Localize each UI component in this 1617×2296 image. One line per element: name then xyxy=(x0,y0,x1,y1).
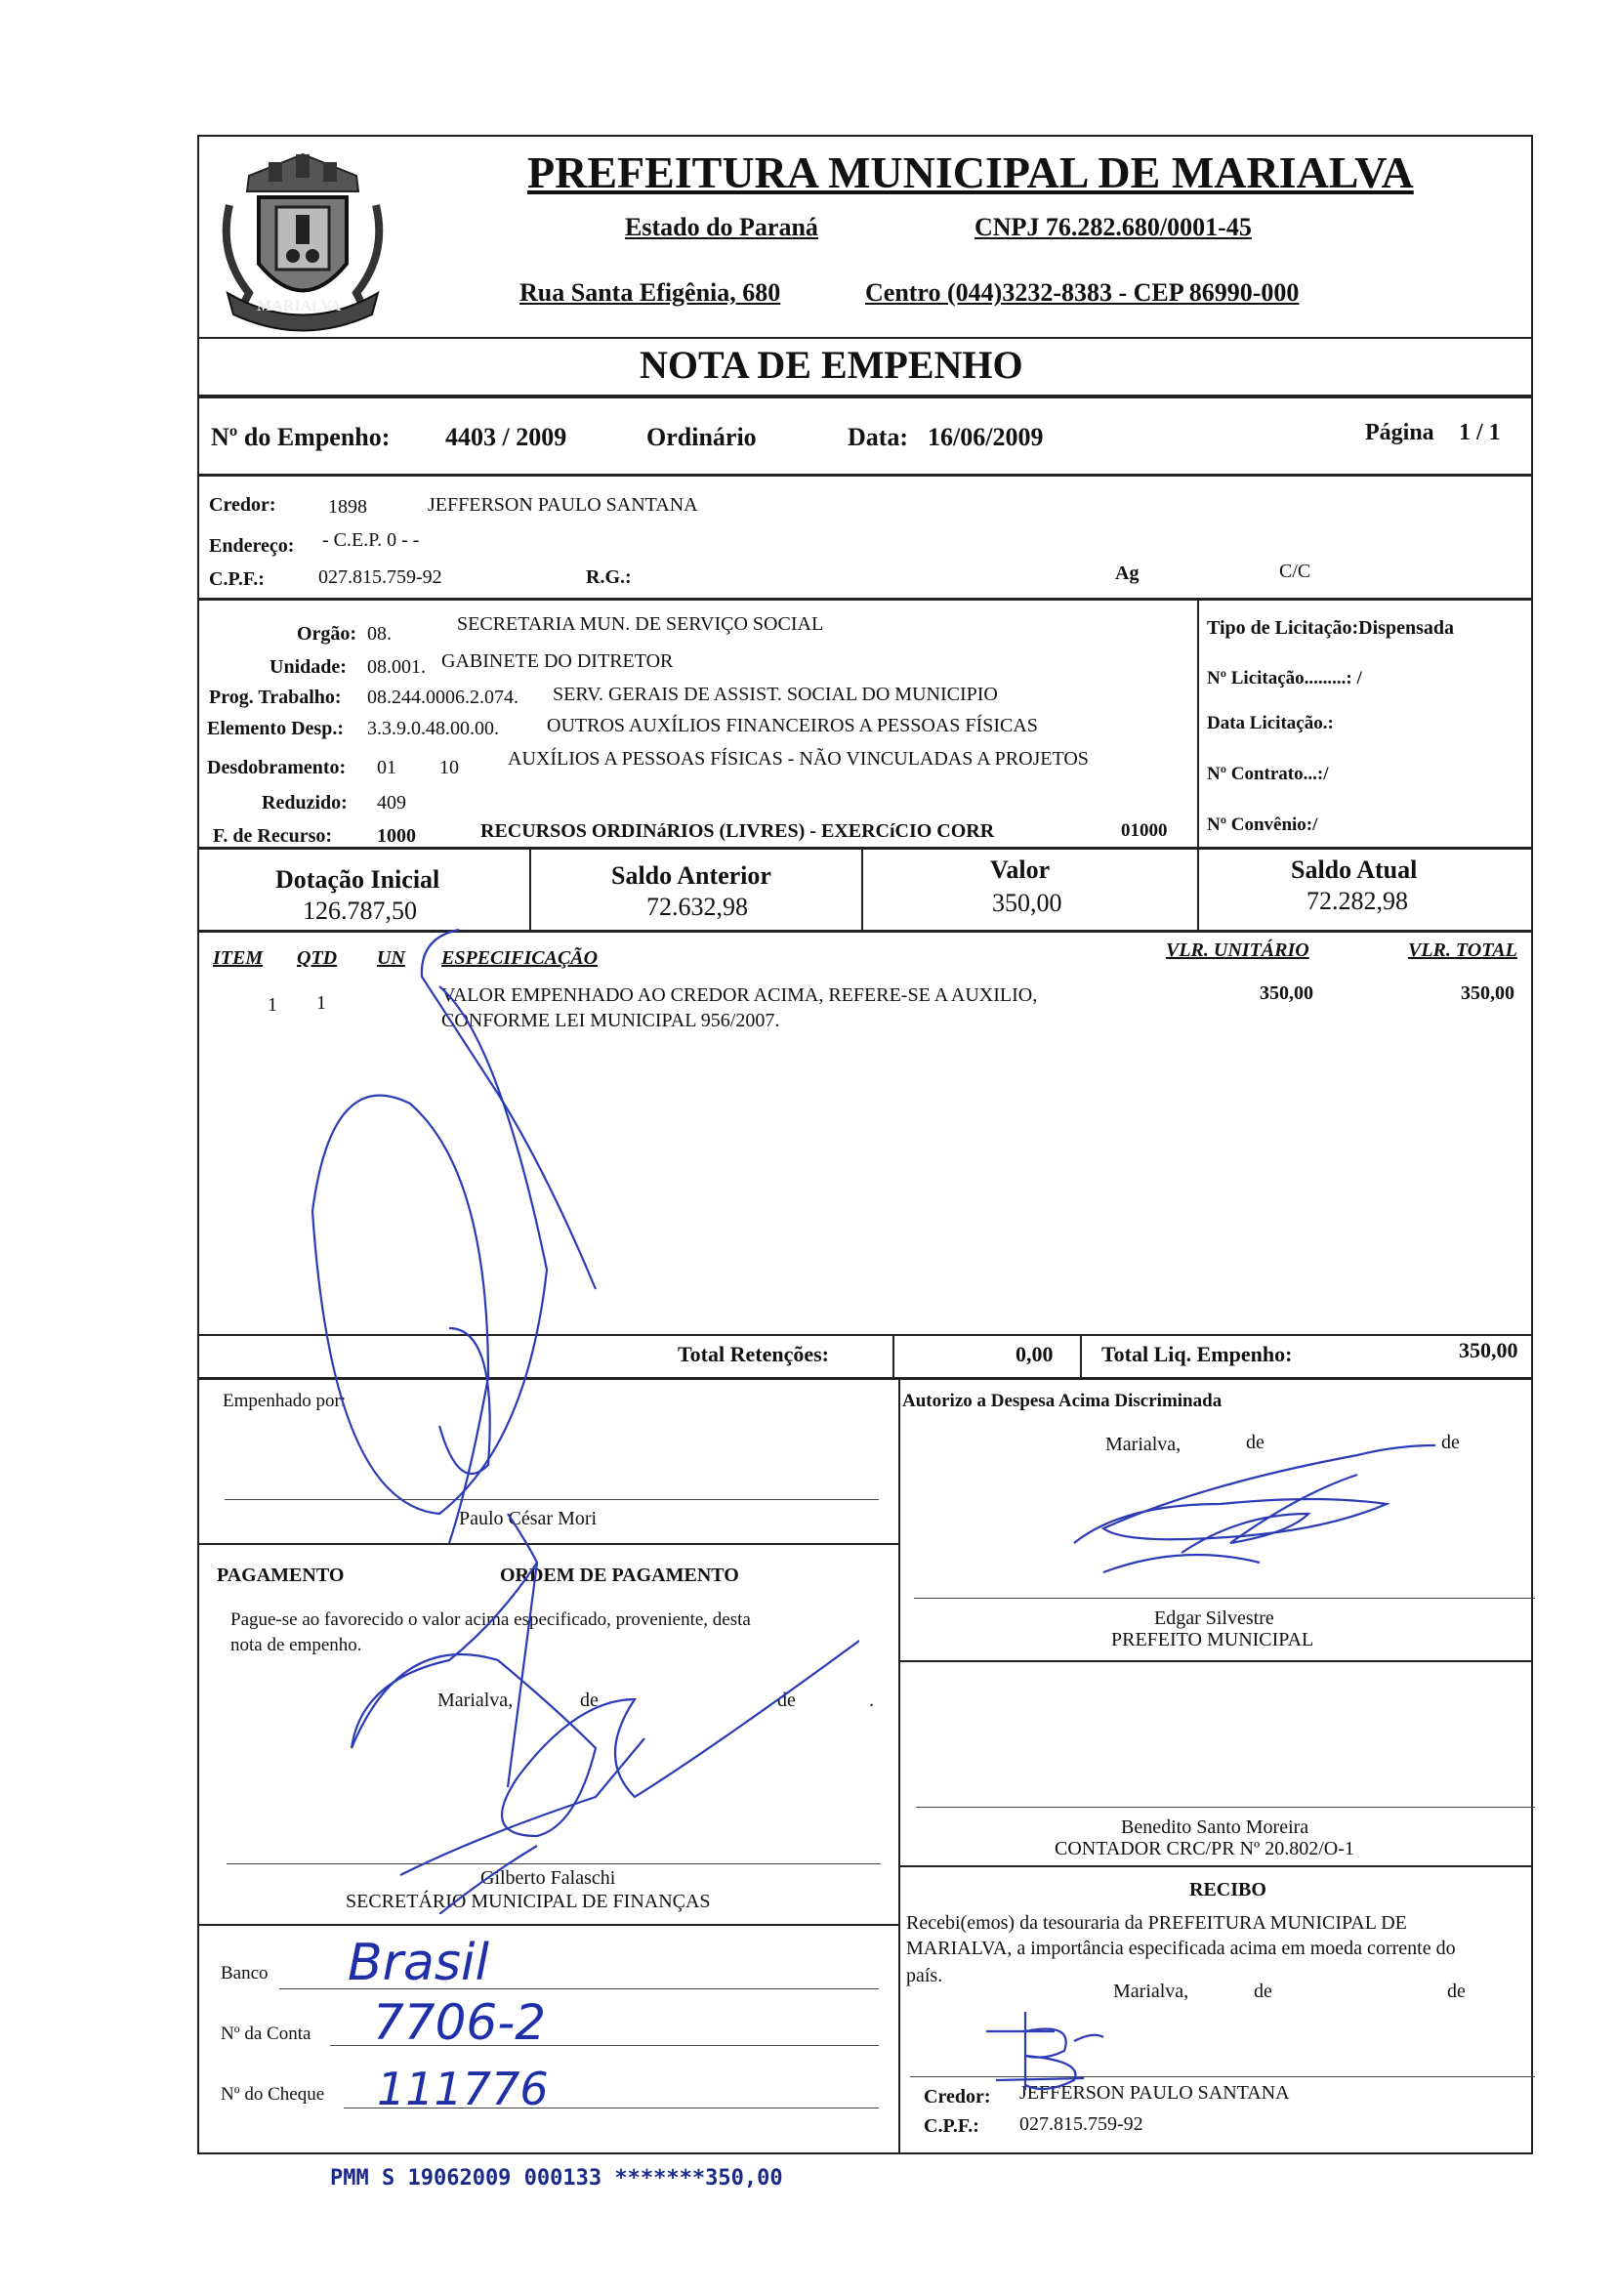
elemento-code: 3.3.9.0.48.00.00. xyxy=(367,718,499,739)
ordem-label: ORDEM DE PAGAMENTO xyxy=(500,1565,739,1586)
prog-label: Prog. Trabalho: xyxy=(209,687,342,708)
credor-label: Credor: xyxy=(209,494,276,516)
cnpj: CNPJ 76.282.680/0001-45 xyxy=(974,213,1252,241)
col-total: VLR. TOTAL xyxy=(1408,939,1517,961)
recibo-de-1: de xyxy=(1254,1981,1272,2002)
liq-label: Total Liq. Empenho: xyxy=(1101,1342,1293,1366)
empenhado-name: Paulo César Mori xyxy=(459,1508,598,1529)
contador-name: Benedito Santo Moreira xyxy=(1121,1816,1309,1838)
credor-cpf: 027.815.759-92 xyxy=(318,566,442,588)
row-qtd: 1 xyxy=(316,992,326,1014)
recibo-cpf-label: C.P.F.: xyxy=(924,2115,979,2137)
rg-label: R.G.: xyxy=(586,566,632,588)
credor-code: 1898 xyxy=(328,496,367,518)
recibo-text-2: MARIALVA, a importância especificada acima em moeda corrente do xyxy=(906,1938,1456,1959)
num-licitacao: Nº Licitação.........: / xyxy=(1207,668,1362,689)
elemento-label: Elemento Desp.: xyxy=(207,718,344,739)
row-item: 1 xyxy=(268,994,277,1016)
recibo-city: Marialva, xyxy=(1113,1981,1189,2002)
pague-text-1: Pague-se ao favorecido o valor acima especificado, proveniente, desta xyxy=(230,1609,751,1630)
row-spec-line2: CONFORME LEI MUNICIPAL 956/2007. xyxy=(441,1010,780,1031)
address: Rua Santa Efigênia, 680 xyxy=(519,278,781,307)
desdobramento-code-a: 01 xyxy=(377,757,396,778)
machine-print: PMM S 19062009 000133 *******350,00 xyxy=(330,2166,783,2191)
autorizo-label: Autorizo a Despesa Acima Discriminada xyxy=(902,1391,1223,1411)
left-city: Marialva, xyxy=(437,1690,514,1711)
recurso-code-b: 01000 xyxy=(1121,820,1168,841)
row-spec-line1: VALOR EMPENHADO AO CREDOR ACIMA, REFERE-SE A AUXILIO, xyxy=(441,984,1038,1006)
conta-label: Nº da Conta xyxy=(221,2024,311,2044)
contador-title: CONTADOR CRC/PR Nº 20.802/O-1 xyxy=(1055,1838,1354,1859)
orgao-code: 08. xyxy=(367,623,392,645)
credor-name: JEFFERSON PAULO SANTANA xyxy=(428,494,698,516)
recurso-code: 1000 xyxy=(377,825,416,847)
cc-label: C/C xyxy=(1279,561,1311,582)
right-de-1: de xyxy=(1246,1432,1265,1453)
left-de-1: de xyxy=(580,1690,599,1711)
crest-motto: MARIALVA xyxy=(257,298,342,314)
num-convenio: Nº Convênio:/ xyxy=(1207,814,1318,835)
dotacao-value: 126.787,50 xyxy=(303,897,417,925)
data-licitacao: Data Licitação.: xyxy=(1207,713,1334,733)
col-qtd: QTD xyxy=(297,947,338,969)
right-city: Marialva, xyxy=(1105,1434,1182,1455)
unidade-code: 08.001. xyxy=(367,656,426,678)
pague-text-2: nota de empenho. xyxy=(230,1635,362,1655)
saldo-anterior-value: 72.632,98 xyxy=(646,893,748,921)
reduzido-label: Reduzido: xyxy=(262,792,348,814)
empenho-number: 4403 / 2009 xyxy=(445,423,567,451)
district-phone-cep: Centro (044)3232-8383 - CEP 86990-000 xyxy=(865,278,1300,307)
secretario-title: SECRETÁRIO MUNICIPAL DE FINANÇAS xyxy=(346,1891,711,1912)
recibo-title: RECIBO xyxy=(1189,1879,1266,1900)
cpf-label: C.P.F.: xyxy=(209,568,265,590)
prefeito-title: PREFEITO MUNICIPAL xyxy=(1111,1629,1314,1650)
left-dot: . xyxy=(869,1690,874,1711)
reduzido: 409 xyxy=(377,792,406,814)
prog-code: 08.244.0006.2.074. xyxy=(367,687,518,708)
secretario-name: Gilberto Falaschi xyxy=(480,1867,616,1889)
document-title: NOTA DE EMPENHO xyxy=(640,343,1023,387)
col-spec: ESPECIFICAÇÃO xyxy=(441,947,599,969)
tipo-licitacao: Tipo de Licitação:Dispensada xyxy=(1207,617,1454,639)
liq-value: 350,00 xyxy=(1459,1338,1518,1362)
cheque-label: Nº do Cheque xyxy=(221,2084,325,2105)
page-label: Página xyxy=(1365,420,1434,445)
recibo-cpf: 027.815.759-92 xyxy=(1019,2113,1143,2135)
ag-label: Ag xyxy=(1115,563,1140,584)
orgao: SECRETARIA MUN. DE SERVIÇO SOCIAL xyxy=(457,613,824,635)
unidade-label: Unidade: xyxy=(270,656,347,678)
prog: SERV. GERAIS DE ASSIST. SOCIAL DO MUNICIPIO xyxy=(553,684,998,705)
dotacao-label: Dotação Inicial xyxy=(275,865,440,894)
date-label: Data: xyxy=(848,423,909,451)
desdobramento-code-b: 10 xyxy=(439,757,459,778)
num-contrato: Nº Contrato...:/ xyxy=(1207,764,1329,784)
recibo-credor-name: JEFFERSON PAULO SANTANA xyxy=(1019,2082,1290,2104)
prefeito-name: Edgar Silvestre xyxy=(1154,1607,1274,1629)
banco-value: Brasil xyxy=(348,1934,489,1992)
state-name: Estado do Paraná xyxy=(625,213,818,241)
left-de-2: de xyxy=(777,1690,796,1711)
empenho-type: Ordinário xyxy=(646,423,757,451)
valor-value: 350,00 xyxy=(992,889,1062,917)
pagamento-label: PAGAMENTO xyxy=(217,1565,345,1586)
credor-address: - C.E.P. 0 - - xyxy=(322,529,420,551)
empenho-date: 16/06/2009 xyxy=(928,423,1044,451)
valor-label: Valor xyxy=(990,856,1051,884)
municipality-title: PREFEITURA MUNICIPAL DE MARIALVA xyxy=(527,147,1414,197)
recibo-text-1: Recebi(emos) da tesouraria da PREFEITURA MUNICIPAL DE xyxy=(906,1912,1407,1934)
saldo-atual-label: Saldo Atual xyxy=(1291,856,1418,884)
orgao-label: Orgão: xyxy=(297,623,357,645)
col-item: ITEM xyxy=(213,947,264,969)
row-unit-value: 350,00 xyxy=(1260,982,1313,1004)
col-unit: VLR. UNITÁRIO xyxy=(1166,939,1309,961)
page-number: 1 / 1 xyxy=(1459,420,1501,445)
retencoes-label: Total Retenções: xyxy=(678,1342,829,1366)
retencoes-value: 0,00 xyxy=(1016,1342,1054,1366)
banco-label: Banco xyxy=(221,1963,269,1983)
recurso-label: F. de Recurso: xyxy=(213,825,333,847)
recibo-credor-label: Credor: xyxy=(924,2086,991,2108)
col-un: UN xyxy=(377,947,405,969)
row-total-value: 350,00 xyxy=(1461,982,1514,1004)
empenhado-por-label: Empenhado por: xyxy=(223,1391,347,1411)
elemento: OUTROS AUXÍLIOS FINANCEIROS A PESSOAS FÍSICAS xyxy=(547,715,1038,736)
recurso: RECURSOS ORDINáRIOS (LIVRES) - EXERCíCIO CORR xyxy=(480,820,995,842)
unidade: GABINETE DO DITRETOR xyxy=(441,650,674,672)
conta-value: 7706-2 xyxy=(373,1994,547,2051)
recibo-text-3: país. xyxy=(906,1965,943,1986)
cheque-value: 111776 xyxy=(377,2063,549,2115)
desdobramento: AUXÍLIOS A PESSOAS FÍSICAS - NÃO VINCULADAS A PROJETOS xyxy=(508,748,1089,770)
right-de-2: de xyxy=(1441,1432,1460,1453)
recibo-de-2: de xyxy=(1447,1981,1466,2002)
saldo-atual-value: 72.282,98 xyxy=(1306,887,1408,915)
empenho-number-label: Nº do Empenho: xyxy=(211,423,391,451)
saldo-anterior-label: Saldo Anterior xyxy=(611,861,771,890)
desdobramento-label: Desdobramento: xyxy=(207,757,347,778)
address-label: Endereço: xyxy=(209,535,295,557)
